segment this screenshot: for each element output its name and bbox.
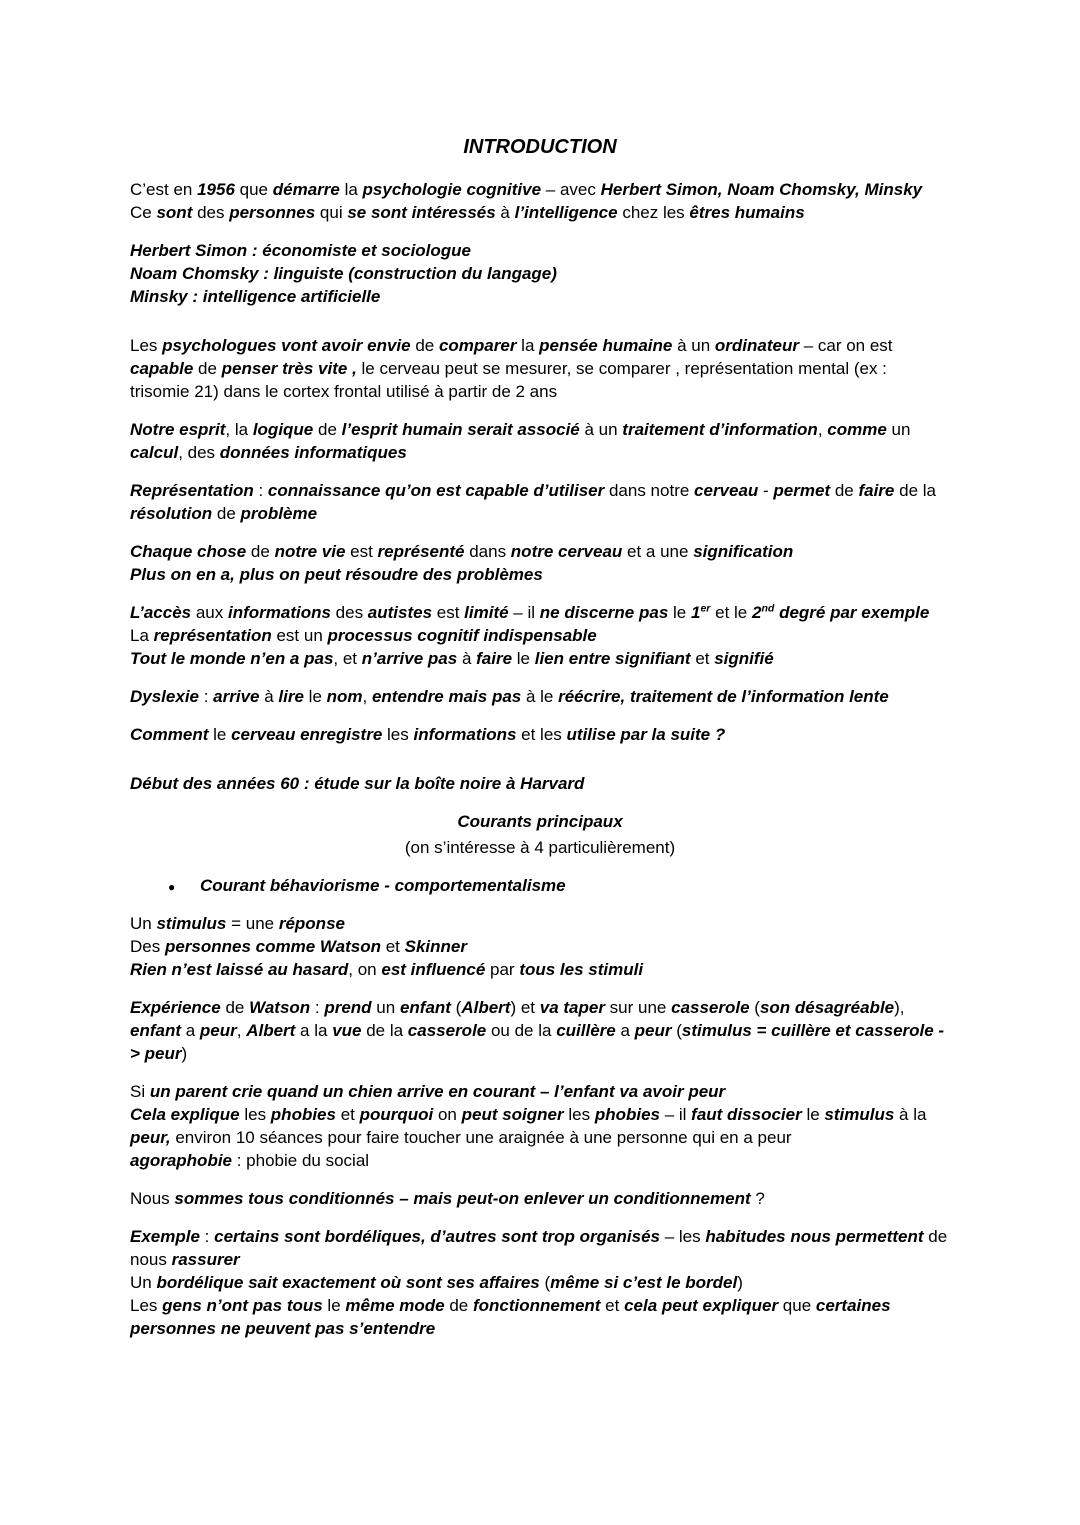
body-text: ,: [817, 420, 828, 439]
emphasis-text: sont: [156, 203, 193, 222]
body-text: le: [303, 687, 327, 706]
body-text: (: [539, 1273, 551, 1292]
body-text: à: [457, 649, 477, 668]
body-text: le: [801, 1105, 825, 1124]
emphasis-text: l’intelligence: [514, 203, 618, 222]
emphasis-text: er: [700, 602, 711, 615]
body-text: – il: [659, 1105, 692, 1124]
body-text: de: [220, 998, 250, 1017]
body-text: et: [335, 1105, 360, 1124]
emphasis-text: logique: [252, 420, 314, 439]
emphasis-text: données informatiques: [219, 443, 407, 462]
body-text: -: [758, 481, 774, 500]
body-text: le: [208, 725, 232, 744]
emphasis-text: faire: [476, 649, 513, 668]
emphasis-text: Skinner: [404, 937, 467, 956]
emphasis-text: utilise par la suite ?: [566, 725, 726, 744]
body-text: La: [130, 626, 154, 645]
body-text: Un: [130, 914, 157, 933]
intro-paragraph: [130, 178, 950, 224]
emphasis-text: est influencé: [381, 960, 486, 979]
body-text: le: [322, 1296, 346, 1315]
emphasis-text: certaines personnes ne peuvent pas s’entendre: [130, 1296, 891, 1338]
emphasis-text: enfant: [399, 998, 451, 1017]
body-text: – les: [659, 1227, 706, 1246]
emphasis-text: prend: [324, 998, 372, 1017]
emphasis-text: pensée humaine: [539, 336, 673, 355]
emphasis-text: psychologues vont avoir envie: [162, 336, 411, 355]
emphasis-text: représentation: [153, 626, 272, 645]
emphasis-text: l’esprit humain serait associé: [341, 420, 580, 439]
emphasis-text: comparer: [438, 336, 517, 355]
emphasis-text: Albert: [461, 998, 511, 1017]
emphasis-text: nom: [326, 687, 363, 706]
body-text: un: [371, 998, 400, 1017]
emphasis-text: permet: [773, 481, 831, 500]
body-text: le: [668, 603, 691, 622]
emphasis-text: Noam Chomsky : linguiste (construction du langage): [130, 264, 557, 283]
emphasis-text: peur,: [130, 1128, 171, 1147]
emphasis-text: Début des années 60 : étude sur la boîte noire à Harvard: [130, 774, 585, 793]
emphasis-text: un parent crie quand un chien arrive en courant – l’enfant va avoir peur: [149, 1082, 726, 1101]
body-text: : phobie du social: [232, 1151, 370, 1170]
emphasis-text: signifié: [714, 649, 774, 668]
emphasis-text: se sont intéressés: [347, 203, 496, 222]
body-text: = une: [226, 914, 279, 933]
emphasis-text: Exemple: [130, 1227, 200, 1246]
body-text: :: [253, 481, 268, 500]
emphasis-text: réécrire, traitement de l’information lente: [558, 687, 889, 706]
behaviorisme-bullet: [130, 874, 950, 897]
body-text: et: [381, 937, 405, 956]
emphasis-text: stimulus: [156, 914, 227, 933]
emphasis-text: êtres humains: [689, 203, 805, 222]
emphasis-text: tous les stimuli: [519, 960, 644, 979]
body-text: par: [485, 960, 520, 979]
founders-paragraph: [130, 239, 950, 308]
document-content: [130, 134, 950, 1340]
bullet-marker: ●: [168, 880, 176, 894]
emphasis-text: psychologie cognitive: [362, 180, 542, 199]
dyslexie-paragraph: [130, 685, 950, 708]
body-text: est: [345, 542, 378, 561]
emphasis-text: ne discerne pas: [539, 603, 669, 622]
emphasis-text: peur: [199, 1021, 237, 1040]
body-text: chez les: [617, 203, 690, 222]
emphasis-text: sommes tous conditionnés – mais peut-on enlever un conditionnement: [174, 1189, 751, 1208]
emphasis-text: L’accès: [130, 603, 192, 622]
body-text: ,: [362, 687, 372, 706]
emphasis-text: casserole: [671, 998, 750, 1017]
emphasis-text: personnes: [229, 203, 316, 222]
body-text: – il: [508, 603, 540, 622]
doc-title: [130, 134, 950, 160]
body-text: et les: [516, 725, 567, 744]
emphasis-text: degré par exemple: [774, 603, 930, 622]
body-text: Un: [130, 1273, 157, 1292]
emphasis-text: phobies: [270, 1105, 336, 1124]
emphasis-text: 1956: [197, 180, 235, 199]
computer-comparison-paragraph: [130, 334, 950, 403]
body-text: à le: [521, 687, 559, 706]
emphasis-text: gens n’ont pas tous: [162, 1296, 323, 1315]
body-text: :: [199, 1227, 215, 1246]
watson-experiment-paragraph: [130, 996, 950, 1065]
body-text: ?: [750, 1189, 765, 1208]
emphasis-text: lien entre signifiant: [534, 649, 691, 668]
emphasis-text: stimulus = cuillère et casserole -> peur: [130, 1021, 945, 1063]
emphasis-text: vue: [332, 1021, 362, 1040]
emphasis-text: Minsky : intelligence artificielle: [130, 287, 381, 306]
body-text: aux: [191, 603, 228, 622]
body-text: les: [239, 1105, 271, 1124]
body-text: le: [512, 649, 535, 668]
body-text: à: [259, 687, 279, 706]
emphasis-text: résolution: [130, 504, 213, 523]
emphasis-text: rassurer: [171, 1250, 240, 1269]
emphasis-text: INTRODUCTION: [463, 136, 617, 158]
emphasis-text: notre cerveau: [510, 542, 623, 561]
body-text: environ 10 séances pour faire toucher une araignée à une personne qui en a peur: [170, 1128, 792, 1147]
emphasis-text: cerveau: [694, 481, 759, 500]
emphasis-text: 1: [690, 603, 701, 622]
stimulus-paragraph: [130, 912, 950, 981]
body-text: Des: [130, 937, 165, 956]
emphasis-text: cuillère: [556, 1021, 616, 1040]
emphasis-text: Représentation: [130, 481, 254, 500]
emphasis-text: entendre mais pas: [371, 687, 522, 706]
emphasis-text: Tout le monde n’en a pas: [130, 649, 334, 668]
emphasis-text: limité: [464, 603, 509, 622]
emphasis-text: n’arrive pas: [361, 649, 458, 668]
emphasis-text: bordélique sait exactement où sont ses affaires: [156, 1273, 540, 1292]
emphasis-text: Comment: [130, 725, 209, 744]
emphasis-text: notre vie: [274, 542, 346, 561]
body-text: Les: [130, 336, 163, 355]
emphasis-text: lire: [278, 687, 304, 706]
emphasis-text: Albert: [246, 1021, 296, 1040]
body-text: à: [495, 203, 515, 222]
emphasis-text: Courants principaux: [457, 812, 623, 831]
question-paragraph: [130, 723, 950, 746]
emphasis-text: faut dissocier: [691, 1105, 802, 1124]
emphasis-text: son désagréable: [759, 998, 895, 1017]
body-text: la: [516, 336, 540, 355]
body-text: C’est en: [130, 180, 198, 199]
body-text: de: [246, 542, 275, 561]
autistes-paragraph: [130, 601, 950, 670]
emphasis-text: problème: [240, 504, 318, 523]
body-text: que: [234, 180, 273, 199]
body-text: on: [433, 1105, 462, 1124]
body-text: les: [563, 1105, 595, 1124]
body-text: Les: [130, 1296, 163, 1315]
emphasis-text: Herbert Simon : économiste et sociologue: [130, 241, 472, 260]
exemple-paragraph: [130, 1225, 950, 1340]
esprit-paragraph: [130, 418, 950, 464]
emphasis-text: pourquoi: [359, 1105, 434, 1124]
body-text: des: [330, 603, 368, 622]
emphasis-text: agoraphobie: [130, 1151, 233, 1170]
body-text: ),: [894, 998, 905, 1017]
body-text: :: [310, 998, 325, 1017]
body-text: le cerveau peut se mesurer, se comparer , représentation mental (ex : trisomie 21) dans le cortex frontal utilisé à partir de 2 ans: [130, 359, 887, 401]
body-text: les: [382, 725, 414, 744]
emphasis-text: faire: [858, 481, 895, 500]
body-text: , des: [178, 443, 220, 462]
body-text: (: [749, 998, 760, 1017]
emphasis-text: enfant: [130, 1021, 181, 1040]
body-text: Nous: [130, 1189, 175, 1208]
emphasis-text: certains sont bordéliques, d’autres sont trop organisés: [214, 1227, 660, 1246]
body-text: et: [690, 649, 715, 668]
conditionnement-paragraph: [130, 1187, 950, 1210]
emphasis-text: même si c’est le bordel: [550, 1273, 738, 1292]
body-text: de la: [894, 481, 936, 500]
body-text: , on: [348, 960, 382, 979]
body-text: ou de la: [486, 1021, 557, 1040]
body-text: de nous: [130, 1227, 948, 1269]
emphasis-text: stimulus: [824, 1105, 895, 1124]
body-text: de: [313, 420, 342, 439]
signification-paragraph: [130, 540, 950, 586]
body-text: Si: [130, 1082, 150, 1101]
body-text: sur une: [604, 998, 672, 1017]
body-text: un: [886, 420, 911, 439]
emphasis-text: autistes: [367, 603, 433, 622]
body-text: – car on est: [798, 336, 893, 355]
body-text: ,: [236, 1021, 247, 1040]
emphasis-text: informations: [413, 725, 517, 744]
courants-subheading: [130, 836, 950, 859]
emphasis-text: va taper: [539, 998, 605, 1017]
emphasis-text: démarre: [272, 180, 340, 199]
emphasis-text: connaissance qu’on est capable d’utiliser: [267, 481, 605, 500]
emphasis-text: Dyslexie: [130, 687, 199, 706]
emphasis-text: 2: [752, 603, 762, 622]
emphasis-text: Expérience: [130, 998, 221, 1017]
emphasis-text: ordinateur: [714, 336, 799, 355]
emphasis-text: calcul: [130, 443, 179, 462]
emphasis-text: capable: [130, 359, 194, 378]
body-text: ): [737, 1273, 743, 1292]
emphasis-text: phobies: [594, 1105, 660, 1124]
emphasis-text: réponse: [278, 914, 345, 933]
emphasis-text: Watson: [249, 998, 311, 1017]
body-text: de la: [361, 1021, 408, 1040]
emphasis-text: nd: [761, 602, 775, 615]
body-text: que: [778, 1296, 816, 1315]
body-text: (: [450, 998, 462, 1017]
body-text: – avec: [541, 180, 601, 199]
emphasis-text: Herbert Simon, Noam Chomsky, Minsky: [600, 180, 923, 199]
harvard-paragraph: [130, 772, 950, 795]
emphasis-text: fonctionnement: [472, 1296, 601, 1315]
emphasis-text: personnes comme Watson: [164, 937, 381, 956]
emphasis-text: Courant béhaviorisme - comportementalisme: [200, 876, 566, 895]
body-text: dans notre: [604, 481, 695, 500]
body-text: des: [192, 203, 230, 222]
body-text: est: [432, 603, 465, 622]
emphasis-text: même mode: [345, 1296, 445, 1315]
emphasis-text: peur: [634, 1021, 672, 1040]
emphasis-text: processus cognitif indispensable: [327, 626, 597, 645]
body-text: est un: [271, 626, 328, 645]
body-text: de: [444, 1296, 473, 1315]
body-text: et: [600, 1296, 625, 1315]
body-text: ): [181, 1044, 188, 1063]
emphasis-text: Rien n’est laissé au hasard: [130, 960, 349, 979]
emphasis-text: Cela explique: [130, 1105, 240, 1124]
body-text: (: [671, 1021, 682, 1040]
body-text: , la: [225, 420, 253, 439]
phobies-paragraph: [130, 1080, 950, 1172]
emphasis-text: Chaque chose: [130, 542, 247, 561]
body-text: et a une: [622, 542, 694, 561]
courants-heading: [130, 810, 950, 833]
body-text: (on s’intéresse à 4 particulièrement): [404, 838, 676, 857]
body-text: à un: [579, 420, 623, 439]
emphasis-text: habitudes nous permettent: [705, 1227, 924, 1246]
body-text: , et: [333, 649, 362, 668]
emphasis-text: cela peut expliquer: [624, 1296, 779, 1315]
emphasis-text: informations: [227, 603, 331, 622]
emphasis-text: peut soigner: [461, 1105, 564, 1124]
emphasis-text: Notre esprit: [130, 420, 226, 439]
emphasis-text: signification: [693, 542, 794, 561]
body-text: la: [339, 180, 363, 199]
body-text: de: [193, 359, 222, 378]
body-text: ) et: [510, 998, 540, 1017]
body-text: à un: [672, 336, 715, 355]
emphasis-text: représenté: [377, 542, 465, 561]
body-text: qui: [315, 203, 348, 222]
emphasis-text: arrive: [213, 687, 260, 706]
body-text: a: [615, 1021, 635, 1040]
body-text: Ce: [130, 203, 157, 222]
emphasis-text: penser très vite ,: [221, 359, 357, 378]
emphasis-text: traitement d’information: [622, 420, 818, 439]
emphasis-text: Plus on en a, plus on peut résoudre des problèmes: [130, 565, 543, 584]
representation-paragraph: [130, 479, 950, 525]
body-text: et le: [710, 603, 752, 622]
body-text: de: [830, 481, 859, 500]
body-text: de: [410, 336, 439, 355]
body-text: a la: [295, 1021, 333, 1040]
body-text: :: [199, 687, 214, 706]
body-text: dans: [464, 542, 511, 561]
emphasis-text: comme: [827, 420, 887, 439]
body-text: a: [181, 1021, 200, 1040]
body-text: de: [212, 504, 241, 523]
emphasis-text: casserole: [407, 1021, 487, 1040]
body-text: à la: [894, 1105, 927, 1124]
emphasis-text: cerveau enregistre: [231, 725, 383, 744]
